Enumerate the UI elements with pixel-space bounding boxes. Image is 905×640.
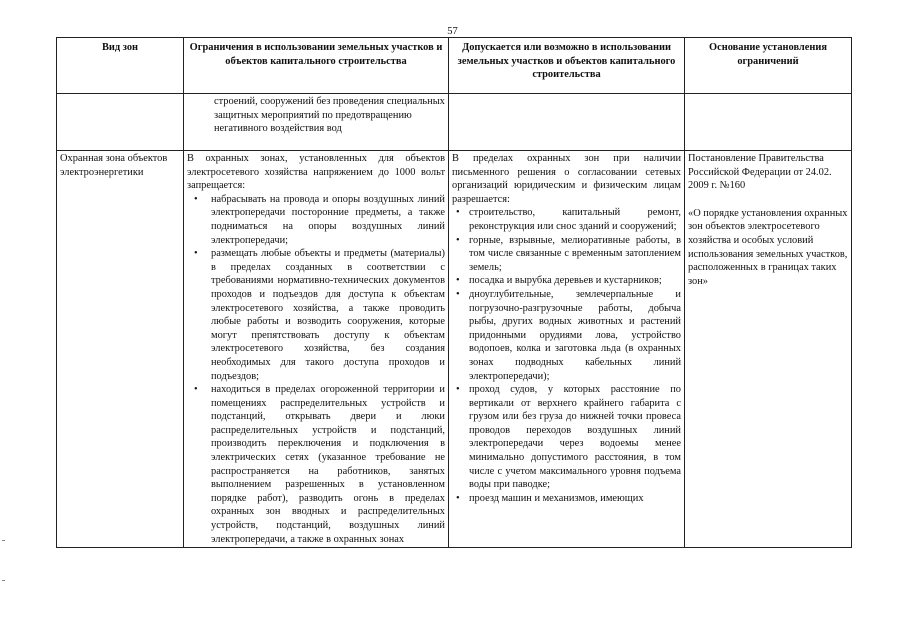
list-item: • проезд машин и механизмов, имеющих xyxy=(469,492,681,506)
margin-mark xyxy=(2,540,5,541)
zones-table xyxy=(56,37,852,548)
restrictions-intro: В охранных зонах, установленных для объектов электросетевого хозяйства напряжением до 1000 вольт запрещается: xyxy=(187,153,445,192)
restrictions-list xyxy=(187,193,445,546)
table-row xyxy=(57,94,852,151)
header-zone-type: Вид зон xyxy=(57,38,184,94)
cell-basis xyxy=(685,151,852,548)
list-item: • строительство, капитальный ремонт, реконструкция или снос зданий и сооружений; xyxy=(469,206,681,233)
list-item: • посадка и вырубка деревьев и кустарников; xyxy=(469,274,681,288)
list-item: • находиться в пределах огороженной территории и помещениях распределительных устройств и подстанций, открывать двери и люки распределительных устройств и подстанций, производить переключения и подключения в электрических сетях (указанное требование не распространяется на работников, занятых выполнением разрешенных в установленном порядке работ), разводить огонь в пределах охранных зон вводных и распределительных устройств, подстанций, воздушных линий электропередачи, а также в охранных зонах xyxy=(211,383,445,546)
list-item: • дноуглубительные, землечерпальные и погрузочно-разгрузочные работы, добыча рыбы, других водных животных и растений придонными орудиями лова, устройство водопоев, колка и заготовка льда (в охранных зонах подводных кабельных линий электропередачи); xyxy=(469,288,681,383)
cell-permitted xyxy=(449,151,685,548)
table-header-row xyxy=(57,38,852,94)
permitted-list xyxy=(452,206,681,505)
header-permitted: Допускается или возможно в использовании земельных участков и объектов капитального строительства xyxy=(449,38,685,94)
cell-zone-name xyxy=(57,151,184,548)
zone-name: Охранная зона объектов электроэнергетики xyxy=(60,153,168,178)
list-item: • проход судов, у которых расстояние по вертикали от верхнего крайнего габарита с грузом или без груза до нижней точки провеса проводов переходов воздушных линий электропередачи через водоемы менее минимально допустимого расстояния, в том числе с учетом максимального уровня подъема воды при паводке; xyxy=(469,383,681,492)
list-item: • размещать любые объекты и предметы (материалы) в пределах созданных в соответствии с требованиями нормативно-технических документов проходов и подъездов для доступа к объектам электросетевого хозяйства, а также проводить любые работы и возводить сооружения, которые могут препятствовать доступу к объектам электросетевого хозяйства, без создания необходимых для такого доступа проходов и подъездов; xyxy=(211,247,445,383)
basis-document: Постановление Правительства Российской Федерации от 24.02. 2009 г. №160 xyxy=(688,153,832,192)
header-restrictions: Ограничения в использовании земельных участков и объектов капитального строительства xyxy=(184,38,449,94)
list-item: • горные, взрывные, мелиоративные работы, в том числе связанные с временным затоплением земель; xyxy=(469,234,681,275)
cell-empty xyxy=(449,94,685,151)
margin-mark xyxy=(2,580,5,581)
cell-empty xyxy=(57,94,184,151)
table-row xyxy=(57,151,852,548)
header-basis: Основание установления ограничений xyxy=(685,38,852,94)
page-number: 57 xyxy=(447,26,458,37)
cell-restrictions xyxy=(184,151,449,548)
cell-continuation xyxy=(184,94,449,151)
continuation-text: строений, сооружений без проведения специальных защитных мероприятий по предотвращению негативного воздействия вод xyxy=(214,96,445,135)
list-item: • набрасывать на провода и опоры воздушных линий электропередачи посторонние предметы, а также подниматься на опоры воздушных линий электропередачи; xyxy=(211,193,445,247)
cell-empty xyxy=(685,94,852,151)
basis-title: «О порядке установления охранных зон объектов электросетевого хозяйства и особых условий использования земельных участков, расположенных в границах таких зон» xyxy=(688,207,848,287)
permitted-intro: В пределах охранных зон при наличии письменного решения о согласовании сетевых организаций юридическим и физическим лицам разрешается: xyxy=(452,153,681,205)
